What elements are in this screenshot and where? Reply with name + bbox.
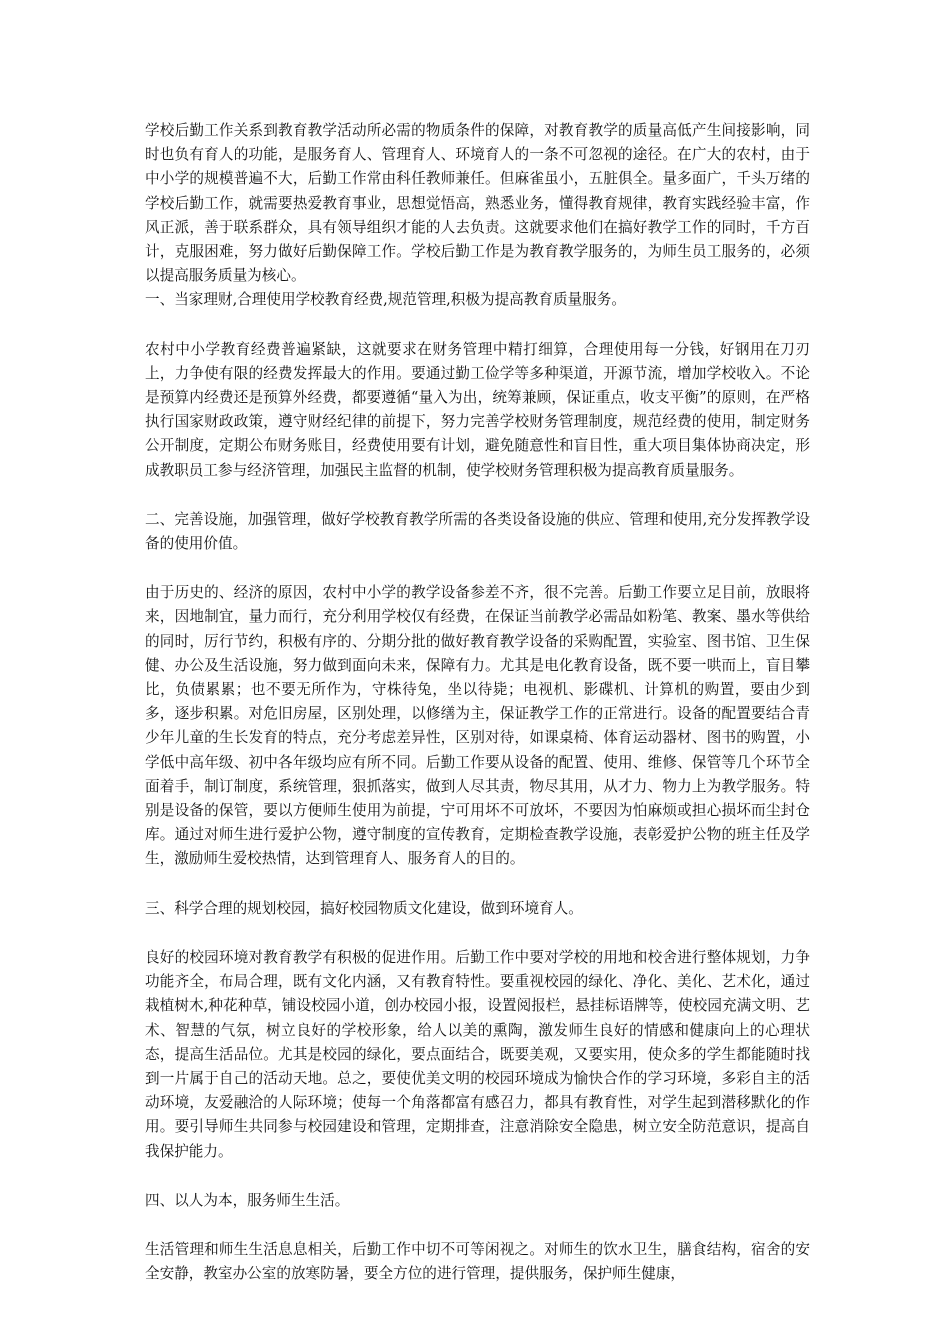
- section-heading-2: 二、完善设施，加强管理，做好学校教育教学所需的各类设备设施的供应、管理和使用,充分发挥教学设备的使用价值。: [145, 510, 810, 553]
- paragraph-gap: [145, 313, 810, 338]
- section-heading-3: 三、科学合理的规划校园，搞好校园物质文化建设，做到环境育人。: [145, 899, 583, 917]
- section-4-paragraph: 生活管理和师生生活息息相关，后勤工作中切不可等闲视之。对师生的饮水卫生，膳食结构，宿舍的安全安静，教室办公室的放寒防暑，要全方位的进行管理，提供服务，保护师生健康，: [145, 1240, 810, 1283]
- document-body: [145, 119, 810, 1286]
- intro-paragraph: 学校后勤工作关系到教育教学活动所必需的物质条件的保障，对教育教学的质量高低产生间接影响，同时也负有育人的功能，是服务育人、管理育人、环境育人的一条不可忽视的途径。在广大的农村，由于中小学的规模普遍不大，后勤工作常由科任教师兼任。但麻雀虽小，五脏俱全。量多面广，千头万绪的学校后勤工作，就需要热爱教育事业，思想觉悟高，熟悉业务，懂得教育规律，教育实践经验丰富，作风正派，善于联系群众，具有领导组织才能的人去负责。这就要求他们在搞好教学工作的同时，千方百计，克服困难，努力做好后勤保障工作。学校后勤工作是为教育教学服务的，为师生员工服务的，必须以提高服务质量为核心。: [145, 122, 810, 285]
- paragraph-gap: [145, 483, 810, 508]
- section-heading-4: 四、以人为本，服务师生生活。: [145, 1191, 350, 1209]
- paragraph-gap: [145, 556, 810, 581]
- paragraph-gap: [145, 872, 810, 897]
- section-heading-1: 一、当家理财,合理使用学校教育经费,规范管理,积极为提高教育质量服务。: [145, 291, 626, 309]
- paragraph-gap: [145, 921, 810, 946]
- paragraph-gap: [145, 1164, 810, 1189]
- section-2-paragraph: 由于历史的、经济的原因，农村中小学的教学设备参差不齐，很不完善。后勤工作要立足目前，放眼将来，因地制宜，量力而行，充分利用学校仅有经费，在保证当前教学必需品如粉笔、教案、墨水等供给的同时，厉行节约，积极有序的、分期分批的做好教育教学设备的采购配置，实验室、图书馆、卫生保健、办公及生活设施，努力做到面向未来，保障有力。尤其是电化教育设备，既不要一哄而上，盲目攀比，负债累累；也不要无所作为，守株待兔，坐以待毙；电视机、影碟机、计算机的购置，要由少到多，逐步积累。对危旧房屋，区别处理，以修缮为主，保证教学工作的正常进行。设备的配置要结合青少年儿童的生长发育的特点，充分考虑差异性，区别对待，如课桌椅、体育运动器材、图书的购置，小学低中高年级、初中各年级均应有所不同。后勤工作要从设备的配置、使用、维修、保管等几个环节全面着手，制订制度，系统管理，狠抓落实，做到人尽其责，物尽其用，从才力、物力上为教学服务。特别是设备的保管，要以方便师生使用为前提，宁可用坏不可放坏，不要因为怕麻烦或担心损坏而尘封仓库。通过对师生进行爱护公物，遵守制度的宣传教育，定期检查教学设施，表彰爱护公物的班主任及学生，激励师生爱校热情，达到管理育人、服务育人的目的。: [145, 584, 810, 868]
- paragraph-gap: [145, 1213, 810, 1238]
- section-1-paragraph: 农村中小学教育经费普遍紧缺，这就要求在财务管理中精打细算，合理使用每一分钱，好钢用在刀刃上，力争使有限的经费发挥最大的作用。要通过勤工俭学等多种渠道，开源节流，增加学校收入。不论是预算内经费还是预算外经费，都要遵循“量入为出，统筹兼顾，保证重点，收支平衡”的原则，在严格执行国家财政政策，遵守财经纪律的前提下，努力完善学校财务管理制度，规范经费的使用，制定财务公开制度，定期公布财务账目，经费使用要有计划，避免随意性和盲目性，重大项目集体协商决定，形成教职员工参与经济管理，加强民主监督的机制，使学校财务管理积极为提高教育质量服务。: [145, 340, 810, 479]
- section-3-paragraph: 良好的校园环境对教育教学有积极的促进作用。后勤工作中要对学校的用地和校舍进行整体规划，力争功能齐全，布局合理，既有文化内涵，又有教育特性。要重视校园的绿化、净化、美化、艺术化，通过栽植树木,种花种草，铺设校园小道，创办校园小报，设置阅报栏，悬挂标语牌等，使校园充满文明、艺术、智慧的气氛，树立良好的学校形象，给人以美的熏陶，激发师生良好的情感和健康向上的心理状态，提高生活品位。尤其是校园的绿化，要点面结合，既要美观，又要实用，使众多的学生都能随时找到一片属于自己的活动天地。总之，要使优美文明的校园环境成为愉快合作的学习环境，多彩自主的活动环境，友爱融洽的人际环境；使每一个角落都富有感召力，都具有教育性，对学生起到潜移默化的作用。要引导师生共同参与校园建设和管理，定期排查，注意消除安全隐患，树立安全防范意识，提高自我保护能力。: [145, 948, 810, 1160]
